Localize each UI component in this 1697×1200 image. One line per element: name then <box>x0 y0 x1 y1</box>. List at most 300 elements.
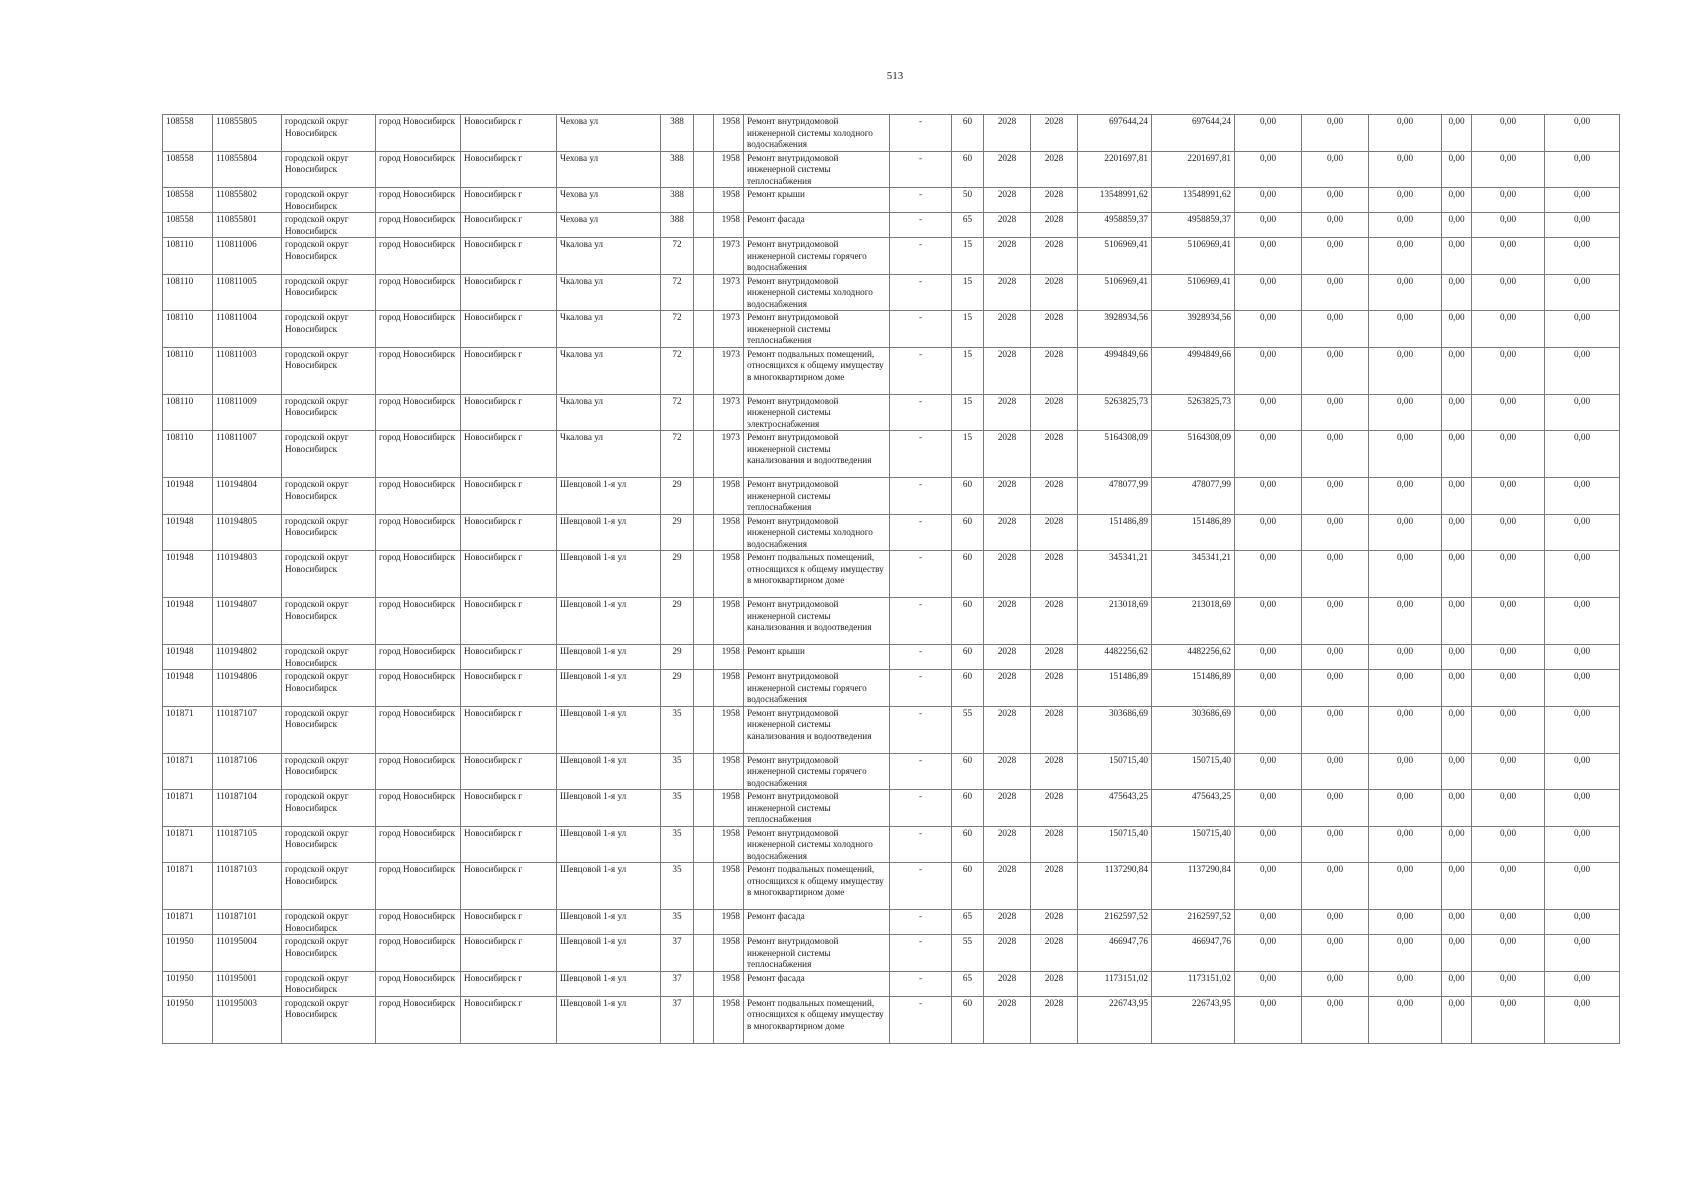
cell-building <box>694 863 714 910</box>
cell-cost-fund: 151486,89 <box>1152 514 1235 551</box>
cell-cost-reserve: 0,00 <box>1545 706 1620 753</box>
cell-element-id: 110194806 <box>213 670 282 707</box>
cell-settlement: город Новосибирск <box>376 670 461 707</box>
cell-total-cost: 5164308,09 <box>1078 431 1152 478</box>
cell-cost-budget-federal: 0,00 <box>1235 910 1302 935</box>
cell-cost-other: 0,00 <box>1472 514 1545 551</box>
cell-cost-budget-local: 0,00 <box>1369 790 1442 827</box>
cell-service-life: 65 <box>952 971 984 996</box>
cell-cost-owners: 0,00 <box>1442 670 1472 707</box>
cell-cost-fund: 213018,69 <box>1152 598 1235 645</box>
cell-municipality: городской округ Новосибирск <box>282 971 376 996</box>
cell-cost-budget-region: 0,00 <box>1302 238 1369 275</box>
cell-house-number: 72 <box>661 394 694 431</box>
cell-work-type: Ремонт внутридомовой инженерной системы холодного водоснабжения <box>744 115 890 152</box>
cell-year-start: 2028 <box>984 478 1031 515</box>
cell-house-number: 29 <box>661 598 694 645</box>
cell-locality: Новосибирск г <box>461 645 557 670</box>
cell-cost-owners: 0,00 <box>1442 311 1472 348</box>
cell-street: Шевцовой 1-я ул <box>557 598 661 645</box>
cell-municipality: городской округ Новосибирск <box>282 910 376 935</box>
cell-municipality: городской округ Новосибирск <box>282 598 376 645</box>
cell-work-type: Ремонт подвальных помещений, относящихся к общему имуществу в многоквартирном доме <box>744 863 890 910</box>
cell-building <box>694 394 714 431</box>
cell-cost-fund: 226743,95 <box>1152 996 1235 1043</box>
cell-year-end: 2028 <box>1031 347 1078 394</box>
cell-cost-owners: 0,00 <box>1442 971 1472 996</box>
cell-cost-budget-federal: 0,00 <box>1235 935 1302 972</box>
cell-settlement: город Новосибирск <box>376 274 461 311</box>
cell-service-life: 50 <box>952 188 984 213</box>
cell-element-id: 110811005 <box>213 274 282 311</box>
cell-service-life: 60 <box>952 670 984 707</box>
cell-cost-owners: 0,00 <box>1442 790 1472 827</box>
cell-municipality: городской округ Новосибирск <box>282 478 376 515</box>
cell-cost-other: 0,00 <box>1472 971 1545 996</box>
cell-cost-other: 0,00 <box>1472 394 1545 431</box>
cell-street: Чкалова ул <box>557 274 661 311</box>
cell-cost-owners: 0,00 <box>1442 935 1472 972</box>
cell-cost-reserve: 0,00 <box>1545 790 1620 827</box>
cell-year-end: 2028 <box>1031 188 1078 213</box>
cell-cost-reserve: 0,00 <box>1545 996 1620 1043</box>
cell-street: Чехова ул <box>557 115 661 152</box>
cell-cost-other: 0,00 <box>1472 151 1545 188</box>
cell-municipality: городской округ Новосибирск <box>282 431 376 478</box>
cell-settlement: город Новосибирск <box>376 863 461 910</box>
cell-mark: - <box>890 478 952 515</box>
cell-year-start: 2028 <box>984 645 1031 670</box>
cell-cost-owners: 0,00 <box>1442 753 1472 790</box>
cell-work-type: Ремонт фасада <box>744 910 890 935</box>
cell-cost-budget-federal: 0,00 <box>1235 996 1302 1043</box>
cell-street: Шевцовой 1-я ул <box>557 670 661 707</box>
table-row <box>163 971 1620 996</box>
cell-building <box>694 790 714 827</box>
cell-municipality: городской округ Новосибирск <box>282 115 376 152</box>
cell-settlement: город Новосибирск <box>376 910 461 935</box>
cell-house-number: 72 <box>661 431 694 478</box>
cell-municipality: городской округ Новосибирск <box>282 826 376 863</box>
cell-service-life: 55 <box>952 935 984 972</box>
cell-mark: - <box>890 551 952 598</box>
cell-mark: - <box>890 188 952 213</box>
cell-mark: - <box>890 274 952 311</box>
cell-municipality: городской округ Новосибирск <box>282 645 376 670</box>
cell-house-id: 101871 <box>163 790 213 827</box>
cell-element-id: 110187106 <box>213 753 282 790</box>
cell-build-year: 1958 <box>714 753 744 790</box>
cell-cost-budget-federal: 0,00 <box>1235 790 1302 827</box>
cell-house-number: 37 <box>661 971 694 996</box>
cell-mark: - <box>890 394 952 431</box>
table-row <box>163 213 1620 238</box>
cell-building <box>694 971 714 996</box>
cell-street: Шевцовой 1-я ул <box>557 790 661 827</box>
cell-locality: Новосибирск г <box>461 151 557 188</box>
cell-locality: Новосибирск г <box>461 670 557 707</box>
cell-cost-reserve: 0,00 <box>1545 394 1620 431</box>
cell-cost-budget-federal: 0,00 <box>1235 551 1302 598</box>
cell-cost-budget-local: 0,00 <box>1369 863 1442 910</box>
cell-build-year: 1958 <box>714 826 744 863</box>
table-row <box>163 826 1620 863</box>
cell-cost-reserve: 0,00 <box>1545 826 1620 863</box>
cell-settlement: город Новосибирск <box>376 151 461 188</box>
cell-cost-other: 0,00 <box>1472 996 1545 1043</box>
cell-house-id: 108558 <box>163 213 213 238</box>
cell-cost-owners: 0,00 <box>1442 274 1472 311</box>
cell-cost-reserve: 0,00 <box>1545 188 1620 213</box>
cell-street: Шевцовой 1-я ул <box>557 996 661 1043</box>
cell-service-life: 60 <box>952 753 984 790</box>
cell-year-end: 2028 <box>1031 996 1078 1043</box>
cell-street: Шевцовой 1-я ул <box>557 826 661 863</box>
cell-cost-owners: 0,00 <box>1442 213 1472 238</box>
cell-mark: - <box>890 863 952 910</box>
cell-house-number: 388 <box>661 188 694 213</box>
cell-cost-fund: 3928934,56 <box>1152 311 1235 348</box>
cell-mark: - <box>890 238 952 275</box>
cell-house-number: 35 <box>661 706 694 753</box>
cell-cost-budget-local: 0,00 <box>1369 478 1442 515</box>
cell-locality: Новосибирск г <box>461 514 557 551</box>
cell-total-cost: 13548991,62 <box>1078 188 1152 213</box>
cell-settlement: город Новосибирск <box>376 996 461 1043</box>
table-row <box>163 706 1620 753</box>
cell-street: Чкалова ул <box>557 238 661 275</box>
cell-mark: - <box>890 645 952 670</box>
cell-element-id: 110811006 <box>213 238 282 275</box>
cell-municipality: городской округ Новосибирск <box>282 151 376 188</box>
cell-cost-budget-region: 0,00 <box>1302 863 1369 910</box>
cell-mark: - <box>890 996 952 1043</box>
cell-cost-budget-federal: 0,00 <box>1235 598 1302 645</box>
cell-work-type: Ремонт подвальных помещений, относящихся к общему имуществу в многоквартирном доме <box>744 551 890 598</box>
cell-total-cost: 1173151,02 <box>1078 971 1152 996</box>
cell-cost-other: 0,00 <box>1472 551 1545 598</box>
cell-cost-fund: 4958859,37 <box>1152 213 1235 238</box>
cell-municipality: городской округ Новосибирск <box>282 996 376 1043</box>
cell-service-life: 55 <box>952 706 984 753</box>
cell-street: Шевцовой 1-я ул <box>557 551 661 598</box>
cell-cost-other: 0,00 <box>1472 645 1545 670</box>
cell-element-id: 110811003 <box>213 347 282 394</box>
cell-house-number: 29 <box>661 670 694 707</box>
cell-work-type: Ремонт внутридомовой инженерной системы теплоснабжения <box>744 151 890 188</box>
cell-build-year: 1958 <box>714 935 744 972</box>
cell-settlement: город Новосибирск <box>376 238 461 275</box>
cell-cost-budget-region: 0,00 <box>1302 910 1369 935</box>
cell-cost-budget-federal: 0,00 <box>1235 394 1302 431</box>
cell-year-start: 2028 <box>984 151 1031 188</box>
cell-mark: - <box>890 790 952 827</box>
cell-cost-budget-federal: 0,00 <box>1235 431 1302 478</box>
cell-cost-budget-federal: 0,00 <box>1235 213 1302 238</box>
cell-municipality: городской округ Новосибирск <box>282 753 376 790</box>
cell-house-number: 35 <box>661 753 694 790</box>
cell-locality: Новосибирск г <box>461 790 557 827</box>
cell-work-type: Ремонт внутридомовой инженерной системы горячего водоснабжения <box>744 753 890 790</box>
cell-work-type: Ремонт внутридомовой инженерной системы канализования и водоотведения <box>744 431 890 478</box>
cell-house-number: 29 <box>661 551 694 598</box>
cell-service-life: 60 <box>952 826 984 863</box>
cell-locality: Новосибирск г <box>461 551 557 598</box>
cell-year-start: 2028 <box>984 790 1031 827</box>
cell-house-id: 108558 <box>163 151 213 188</box>
cell-building <box>694 188 714 213</box>
cell-settlement: город Новосибирск <box>376 790 461 827</box>
cell-mark: - <box>890 971 952 996</box>
cell-cost-fund: 5106969,41 <box>1152 238 1235 275</box>
cell-settlement: город Новосибирск <box>376 645 461 670</box>
cell-cost-reserve: 0,00 <box>1545 514 1620 551</box>
cell-cost-budget-local: 0,00 <box>1369 431 1442 478</box>
cell-cost-other: 0,00 <box>1472 670 1545 707</box>
cell-house-id: 101950 <box>163 996 213 1043</box>
cell-municipality: городской округ Новосибирск <box>282 706 376 753</box>
cell-cost-budget-local: 0,00 <box>1369 188 1442 213</box>
cell-work-type: Ремонт внутридомовой инженерной системы канализования и водоотведения <box>744 598 890 645</box>
cell-settlement: город Новосибирск <box>376 598 461 645</box>
cell-cost-budget-region: 0,00 <box>1302 431 1369 478</box>
cell-cost-owners: 0,00 <box>1442 115 1472 152</box>
cell-build-year: 1958 <box>714 151 744 188</box>
cell-cost-other: 0,00 <box>1472 274 1545 311</box>
cell-cost-budget-local: 0,00 <box>1369 514 1442 551</box>
cell-cost-owners: 0,00 <box>1442 514 1472 551</box>
table-row <box>163 645 1620 670</box>
cell-cost-budget-federal: 0,00 <box>1235 151 1302 188</box>
cell-cost-owners: 0,00 <box>1442 598 1472 645</box>
cell-cost-budget-federal: 0,00 <box>1235 311 1302 348</box>
cell-house-number: 35 <box>661 826 694 863</box>
cell-cost-budget-region: 0,00 <box>1302 935 1369 972</box>
cell-year-start: 2028 <box>984 238 1031 275</box>
cell-settlement: город Новосибирск <box>376 706 461 753</box>
cell-year-end: 2028 <box>1031 645 1078 670</box>
cell-cost-fund: 475643,25 <box>1152 790 1235 827</box>
cell-year-start: 2028 <box>984 394 1031 431</box>
cell-total-cost: 4994849,66 <box>1078 347 1152 394</box>
cell-cost-budget-federal: 0,00 <box>1235 753 1302 790</box>
cell-element-id: 110194805 <box>213 514 282 551</box>
cell-service-life: 60 <box>952 478 984 515</box>
cell-element-id: 110855805 <box>213 115 282 152</box>
cell-cost-budget-local: 0,00 <box>1369 347 1442 394</box>
cell-cost-fund: 303686,69 <box>1152 706 1235 753</box>
cell-build-year: 1958 <box>714 115 744 152</box>
cell-house-number: 388 <box>661 213 694 238</box>
cell-cost-budget-region: 0,00 <box>1302 971 1369 996</box>
cell-municipality: городской округ Новосибирск <box>282 347 376 394</box>
cell-locality: Новосибирск г <box>461 826 557 863</box>
cell-municipality: городской округ Новосибирск <box>282 274 376 311</box>
cell-service-life: 60 <box>952 514 984 551</box>
cell-element-id: 110187107 <box>213 706 282 753</box>
cell-locality: Новосибирск г <box>461 213 557 238</box>
cell-element-id: 110855801 <box>213 213 282 238</box>
cell-year-end: 2028 <box>1031 826 1078 863</box>
cell-settlement: город Новосибирск <box>376 347 461 394</box>
cell-work-type: Ремонт подвальных помещений, относящихся к общему имуществу в многоквартирном доме <box>744 996 890 1043</box>
cell-element-id: 110195004 <box>213 935 282 972</box>
cell-year-end: 2028 <box>1031 151 1078 188</box>
cell-mark: - <box>890 670 952 707</box>
cell-year-end: 2028 <box>1031 514 1078 551</box>
cell-total-cost: 1137290,84 <box>1078 863 1152 910</box>
cell-locality: Новосибирск г <box>461 863 557 910</box>
cell-build-year: 1973 <box>714 274 744 311</box>
cell-service-life: 60 <box>952 996 984 1043</box>
cell-settlement: город Новосибирск <box>376 115 461 152</box>
cell-building <box>694 151 714 188</box>
cell-street: Шевцовой 1-я ул <box>557 753 661 790</box>
cell-house-id: 101871 <box>163 706 213 753</box>
cell-year-end: 2028 <box>1031 274 1078 311</box>
cell-cost-other: 0,00 <box>1472 826 1545 863</box>
cell-cost-reserve: 0,00 <box>1545 213 1620 238</box>
cell-municipality: городской округ Новосибирск <box>282 551 376 598</box>
cell-mark: - <box>890 753 952 790</box>
cell-cost-budget-local: 0,00 <box>1369 151 1442 188</box>
cell-cost-budget-federal: 0,00 <box>1235 188 1302 213</box>
cell-cost-owners: 0,00 <box>1442 706 1472 753</box>
cell-building <box>694 551 714 598</box>
cell-year-end: 2028 <box>1031 971 1078 996</box>
cell-work-type: Ремонт внутридомовой инженерной системы холодного водоснабжения <box>744 514 890 551</box>
cell-street: Чехова ул <box>557 188 661 213</box>
cell-cost-fund: 345341,21 <box>1152 551 1235 598</box>
cell-cost-fund: 150715,40 <box>1152 753 1235 790</box>
cell-cost-fund: 4994849,66 <box>1152 347 1235 394</box>
cell-total-cost: 4958859,37 <box>1078 213 1152 238</box>
cell-work-type: Ремонт внутридомовой инженерной системы теплоснабжения <box>744 935 890 972</box>
cell-street: Шевцовой 1-я ул <box>557 910 661 935</box>
cell-build-year: 1958 <box>714 863 744 910</box>
cell-street: Чехова ул <box>557 213 661 238</box>
cell-service-life: 15 <box>952 311 984 348</box>
cell-cost-budget-region: 0,00 <box>1302 645 1369 670</box>
cell-work-type: Ремонт крыши <box>744 645 890 670</box>
cell-element-id: 110187101 <box>213 910 282 935</box>
table-row <box>163 115 1620 152</box>
cell-locality: Новосибирск г <box>461 971 557 996</box>
cell-cost-fund: 1173151,02 <box>1152 971 1235 996</box>
cell-building <box>694 670 714 707</box>
cell-cost-fund: 5263825,73 <box>1152 394 1235 431</box>
cell-build-year: 1958 <box>714 213 744 238</box>
cell-street: Чкалова ул <box>557 311 661 348</box>
cell-cost-owners: 0,00 <box>1442 151 1472 188</box>
cell-service-life: 60 <box>952 598 984 645</box>
cell-cost-owners: 0,00 <box>1442 645 1472 670</box>
cell-cost-budget-region: 0,00 <box>1302 826 1369 863</box>
cell-year-start: 2028 <box>984 863 1031 910</box>
cell-house-number: 37 <box>661 935 694 972</box>
cell-service-life: 65 <box>952 213 984 238</box>
cell-cost-fund: 1137290,84 <box>1152 863 1235 910</box>
cell-cost-fund: 4482256,62 <box>1152 645 1235 670</box>
cell-year-start: 2028 <box>984 514 1031 551</box>
cell-cost-budget-local: 0,00 <box>1369 598 1442 645</box>
cell-municipality: городской округ Новосибирск <box>282 935 376 972</box>
cell-build-year: 1958 <box>714 706 744 753</box>
cell-build-year: 1958 <box>714 478 744 515</box>
cell-cost-budget-local: 0,00 <box>1369 670 1442 707</box>
cell-year-end: 2028 <box>1031 863 1078 910</box>
cell-house-number: 35 <box>661 863 694 910</box>
cell-work-type: Ремонт внутридомовой инженерной системы холодного водоснабжения <box>744 274 890 311</box>
cell-house-id: 101871 <box>163 826 213 863</box>
cell-house-number: 35 <box>661 910 694 935</box>
cell-year-end: 2028 <box>1031 115 1078 152</box>
cell-element-id: 110855804 <box>213 151 282 188</box>
cell-cost-budget-local: 0,00 <box>1369 238 1442 275</box>
cell-cost-fund: 697644,24 <box>1152 115 1235 152</box>
cell-cost-other: 0,00 <box>1472 311 1545 348</box>
cell-mark: - <box>890 935 952 972</box>
cell-total-cost: 226743,95 <box>1078 996 1152 1043</box>
cell-year-end: 2028 <box>1031 706 1078 753</box>
cell-locality: Новосибирск г <box>461 706 557 753</box>
cell-work-type: Ремонт крыши <box>744 188 890 213</box>
cell-year-start: 2028 <box>984 598 1031 645</box>
cell-cost-budget-region: 0,00 <box>1302 115 1369 152</box>
cell-service-life: 60 <box>952 863 984 910</box>
cell-total-cost: 4482256,62 <box>1078 645 1152 670</box>
cell-cost-reserve: 0,00 <box>1545 935 1620 972</box>
cell-year-start: 2028 <box>984 115 1031 152</box>
cell-total-cost: 5106969,41 <box>1078 274 1152 311</box>
cell-build-year: 1958 <box>714 598 744 645</box>
cell-cost-budget-local: 0,00 <box>1369 551 1442 598</box>
table-row <box>163 551 1620 598</box>
cell-cost-owners: 0,00 <box>1442 394 1472 431</box>
table-row <box>163 274 1620 311</box>
cell-year-end: 2028 <box>1031 238 1078 275</box>
cell-total-cost: 466947,76 <box>1078 935 1152 972</box>
cell-cost-budget-local: 0,00 <box>1369 706 1442 753</box>
cell-cost-owners: 0,00 <box>1442 478 1472 515</box>
cell-service-life: 60 <box>952 115 984 152</box>
cell-settlement: город Новосибирск <box>376 431 461 478</box>
cell-element-id: 110194803 <box>213 551 282 598</box>
cell-service-life: 15 <box>952 394 984 431</box>
table-row <box>163 863 1620 910</box>
cell-cost-reserve: 0,00 <box>1545 311 1620 348</box>
cell-house-id: 101871 <box>163 863 213 910</box>
cell-building <box>694 238 714 275</box>
cell-cost-budget-local: 0,00 <box>1369 274 1442 311</box>
cell-cost-fund: 13548991,62 <box>1152 188 1235 213</box>
cell-build-year: 1958 <box>714 514 744 551</box>
cell-cost-budget-federal: 0,00 <box>1235 706 1302 753</box>
cell-cost-budget-region: 0,00 <box>1302 706 1369 753</box>
table-row <box>163 238 1620 275</box>
table-row <box>163 790 1620 827</box>
cell-cost-other: 0,00 <box>1472 188 1545 213</box>
cell-service-life: 60 <box>952 790 984 827</box>
cell-cost-budget-federal: 0,00 <box>1235 115 1302 152</box>
cell-element-id: 110187103 <box>213 863 282 910</box>
cell-total-cost: 2201697,81 <box>1078 151 1152 188</box>
cell-year-start: 2028 <box>984 971 1031 996</box>
cell-locality: Новосибирск г <box>461 935 557 972</box>
cell-cost-budget-federal: 0,00 <box>1235 863 1302 910</box>
cell-locality: Новосибирск г <box>461 478 557 515</box>
cell-house-number: 35 <box>661 790 694 827</box>
